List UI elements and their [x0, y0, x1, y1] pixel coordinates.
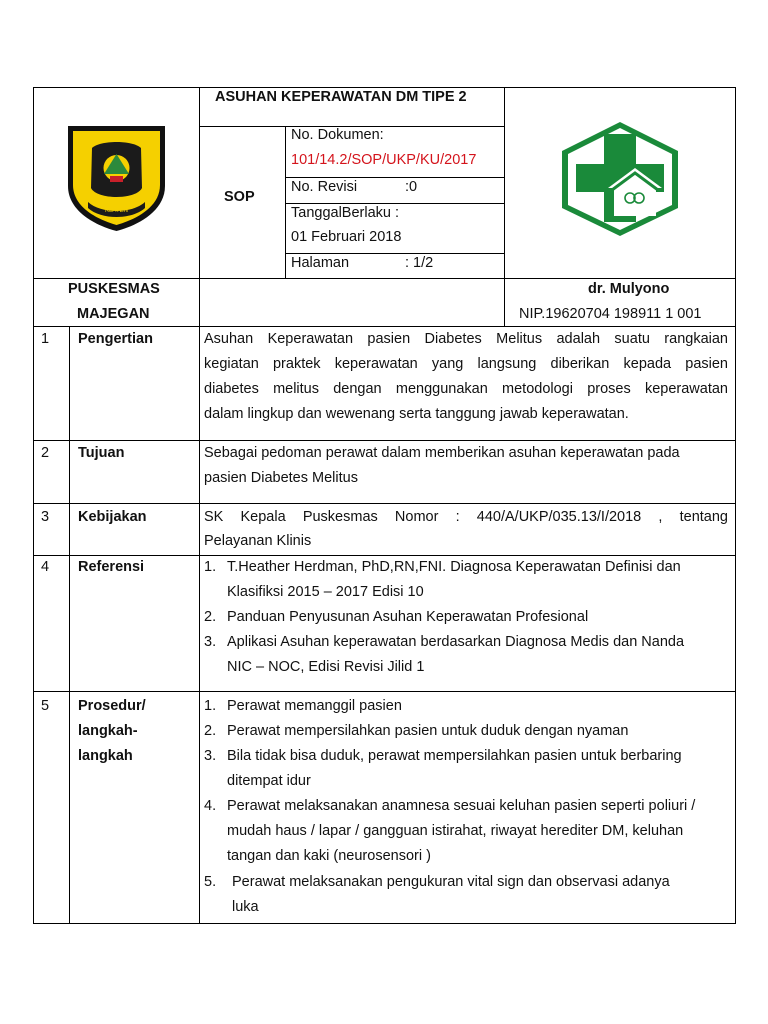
- section-text-line: Asuhan Keperawatan pasien Diabetes Melitus adalah suatu rangkaian: [204, 331, 728, 347]
- signature-row-bottom: [33, 326, 736, 327]
- list-item-line: Perawat mempersilahkan pasien untuk duduk dengan nyaman: [227, 723, 629, 739]
- section-label-prosedur: langkah: [78, 748, 133, 764]
- puskesmas-health-logo: [560, 120, 680, 238]
- list-number: 5.: [204, 874, 217, 890]
- page-value: : 1/2: [405, 255, 434, 271]
- list-item-line: ditempat idur: [227, 773, 311, 789]
- list-item-line: tangan dan kaki (neurosensori ): [227, 848, 431, 864]
- signer-name: dr. Mulyono: [588, 281, 670, 297]
- list-number: 1.: [204, 698, 217, 714]
- list-item-line: Perawat memanggil pasien: [227, 698, 402, 714]
- regency-crest-logo: [66, 124, 167, 233]
- header-bottom-line: [33, 278, 736, 279]
- list-number: 2.: [204, 609, 217, 625]
- section-text-line: diabetes melitus dengan menggunakan metodologi proses keperawatan: [204, 381, 728, 397]
- section-number: 3: [41, 509, 50, 525]
- list-item-line: Klasifiksi 2015 – 2017 Edisi 10: [227, 584, 424, 600]
- list-number: 3.: [204, 748, 217, 764]
- list-item-line: Perawat melaksanakan pengukuran vital sign dan observasi adanya: [232, 874, 670, 890]
- doc-no-value: 101/14.2/SOP/UKP/KU/2017: [291, 152, 477, 168]
- document-title: ASUHAN KEPERAWATAN DM TIPE 2: [215, 89, 467, 105]
- revision-value: :0: [405, 179, 418, 195]
- section-label-prosedur: langkah-: [78, 723, 138, 739]
- row4-bottom: [33, 691, 736, 692]
- table-border-right: [735, 87, 736, 924]
- list-item-line: Aplikasi Asuhan keperawatan berdasarkan Diagnosa Medis dan Nanda: [227, 634, 685, 650]
- table-border-left: [33, 87, 34, 924]
- section-text-line: pasien Diabetes Melitus: [204, 470, 358, 486]
- section-text-line: SK Kepala Puskesmas Nomor : 440/A/UKP/035.13/I/2018 , tentang: [204, 509, 728, 525]
- section-text-line: kegiatan praktek keperawatan yang langsung diberikan kepada pasien: [204, 356, 728, 372]
- list-item-line: Panduan Penyusunan Asuhan Keperawatan Profesional: [227, 609, 589, 625]
- section-number: 1: [41, 331, 50, 347]
- org-name-line2: MAJEGAN: [77, 306, 150, 322]
- list-item-line: NIC – NOC, Edisi Revisi Jilid 1: [227, 659, 425, 675]
- section-label-kebijakan: Kebijakan: [78, 509, 147, 525]
- section-label-pengertian: Pengertian: [78, 331, 153, 347]
- list-item-line: T.Heather Herdman, PhD,RN,FNI. Diagnosa Keperawatan Definisi dan: [227, 559, 681, 575]
- page-label: Halaman: [291, 255, 350, 271]
- sop-label: SOP: [224, 189, 255, 205]
- list-item-line: Perawat melaksanakan anamnesa sesuai keluhan pasien seperti poliuri /: [227, 798, 696, 814]
- signer-nip: NIP.19620704 198911 1 001: [519, 306, 702, 322]
- section-number: 2: [41, 445, 50, 461]
- section-text-line: Pelayanan Klinis: [204, 533, 312, 549]
- org-name-line1: PUSKESMAS: [68, 281, 160, 297]
- col-header-right: [504, 87, 505, 327]
- crest-ribbon-text: KLATEN: [105, 208, 128, 214]
- list-item-line: luka: [232, 899, 259, 915]
- effective-date-label: TanggalBerlaku :: [291, 205, 400, 221]
- list-number: 1.: [204, 559, 217, 575]
- col-label-left: [69, 326, 70, 924]
- section-label-tujuan: Tujuan: [78, 445, 125, 461]
- list-number: 3.: [204, 634, 217, 650]
- list-number: 2.: [204, 723, 217, 739]
- section-text-line: Sebagai pedoman perawat dalam memberikan asuhan keperawatan pada: [204, 445, 680, 461]
- revision-label: No. Revisi: [291, 179, 358, 195]
- section-label-referensi: Referensi: [78, 559, 145, 575]
- col-content-left: [199, 87, 200, 924]
- row2-bottom: [33, 503, 736, 504]
- section-text-line: dalam lingkup dan wewenang serta tanggung jawab keperawatan.: [204, 406, 629, 422]
- list-item-line: Bila tidak bisa duduk, perawat mempersilahkan pasien untuk berbaring: [227, 748, 682, 764]
- section-label-prosedur: Prosedur/: [78, 698, 146, 714]
- doc-no-label: No. Dokumen:: [291, 127, 384, 143]
- row3-bottom: [33, 555, 736, 556]
- section-number: 4: [41, 559, 50, 575]
- row1-bottom: [33, 440, 736, 441]
- table-border-bottom: [33, 923, 736, 924]
- effective-date-value: 01 Februari 2018: [291, 229, 402, 245]
- col-sop-right: [285, 126, 286, 279]
- list-number: 4.: [204, 798, 217, 814]
- list-item-line: mudah haus / lapar / gangguan istirahat, riwayat herediter DM, keluhan: [227, 823, 684, 839]
- section-number: 5: [41, 698, 50, 714]
